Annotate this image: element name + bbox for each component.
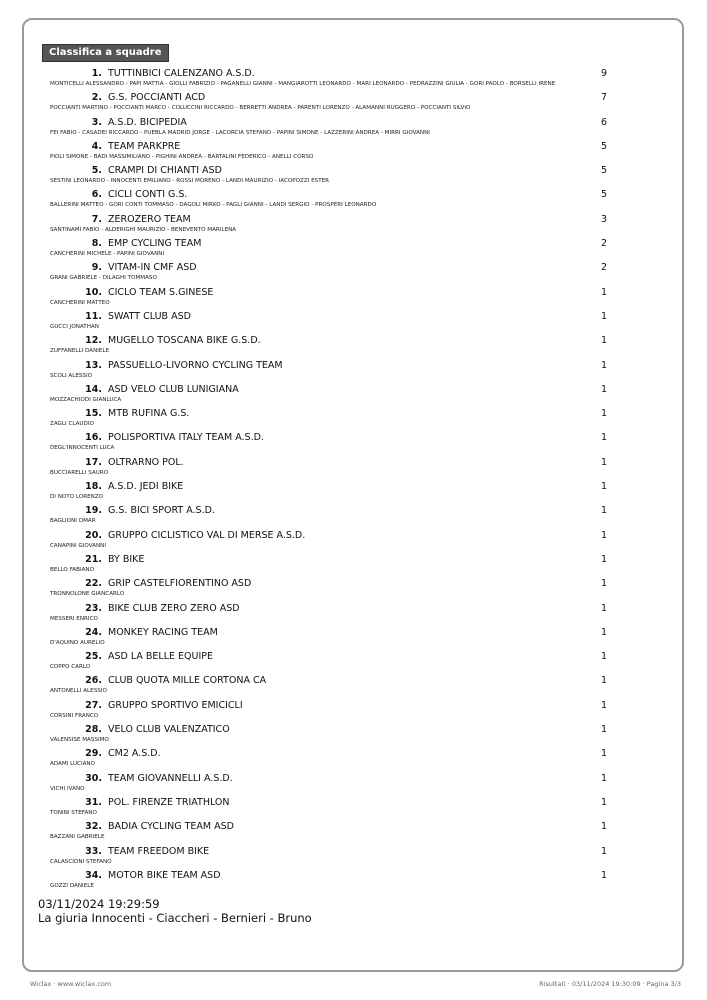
team-position: 30. xyxy=(85,772,102,784)
team-heading xyxy=(48,189,618,201)
team-row xyxy=(48,335,618,359)
team-members: POCCIANTI MARTINO - POCCIANTI MARCO - COLUCCINI RICCARDO - BERRETTI ANDREA - PARENTI LORENZO - ALAMANNI RUGGERO - POCCIANTI SILVIO xyxy=(50,105,471,112)
team-heading xyxy=(48,821,618,833)
section-title: Classifica a squadre xyxy=(42,44,169,62)
team-row xyxy=(48,700,618,724)
team-position: 17. xyxy=(85,456,102,468)
team-position: 25. xyxy=(85,651,102,663)
team-name: CICLO TEAM S.GINESE xyxy=(108,286,214,298)
team-points: 2 xyxy=(601,262,608,274)
team-row xyxy=(48,773,618,797)
team-members: DEGL'INNOCENTI LUCA xyxy=(50,445,115,452)
team-row xyxy=(48,165,618,189)
team-row xyxy=(48,457,618,481)
team-name: MOTOR BIKE TEAM ASD xyxy=(108,869,221,881)
team-row xyxy=(48,481,618,505)
team-row xyxy=(48,505,618,529)
team-points: 5 xyxy=(601,189,608,201)
team-position: 8. xyxy=(91,238,102,250)
team-points: 1 xyxy=(601,286,608,298)
team-members: D'AQUINO AURELIO xyxy=(50,639,105,646)
team-members: DI NOTO LORENZO xyxy=(50,494,104,501)
team-points: 1 xyxy=(601,553,608,565)
team-heading xyxy=(48,238,618,250)
team-points: 1 xyxy=(601,456,608,468)
team-name: A.S.D. JEDI BIKE xyxy=(108,481,184,493)
team-heading xyxy=(48,505,618,517)
team-name: TEAM FREEDOM BIKE xyxy=(108,845,210,857)
team-name: POL. FIRENZE TRIATHLON xyxy=(108,796,230,808)
team-row xyxy=(48,797,618,821)
team-position: 23. xyxy=(85,602,102,614)
team-members: ZUFFANELLI DANIELE xyxy=(50,348,110,355)
team-position: 33. xyxy=(85,845,102,857)
team-points: 1 xyxy=(601,675,608,687)
team-points: 1 xyxy=(601,505,608,517)
team-name: SWATT CLUB ASD xyxy=(108,310,191,322)
team-position: 34. xyxy=(85,869,102,881)
team-row xyxy=(48,384,618,408)
team-members: CORSINI FRANCO xyxy=(50,712,99,719)
team-heading xyxy=(48,846,618,858)
team-points: 1 xyxy=(601,626,608,638)
team-position: 22. xyxy=(85,578,102,590)
team-name: OLTRARNO POL. xyxy=(108,456,184,468)
team-points: 1 xyxy=(601,359,608,371)
team-row xyxy=(48,360,618,384)
team-heading xyxy=(48,311,618,323)
team-row xyxy=(48,68,618,92)
team-name: CLUB QUOTA MILLE CORTONA CA xyxy=(108,675,267,687)
team-position: 20. xyxy=(85,529,102,541)
team-heading xyxy=(48,675,618,687)
team-name: G.S. POCCIANTI ACD xyxy=(108,92,206,104)
team-heading xyxy=(48,724,618,736)
team-position: 9. xyxy=(91,262,102,274)
team-members: SANTINAMI FABIO - ALDERIGHI MAURIZIO - BENEVENTO MARILENA xyxy=(50,226,237,233)
team-points: 1 xyxy=(601,578,608,590)
team-name: GRUPPO CICLISTICO VAL DI MERSE A.S.D. xyxy=(108,529,306,541)
team-row xyxy=(48,603,618,627)
team-members: CANAPINI GIOVANNI xyxy=(50,542,106,549)
team-points: 5 xyxy=(601,165,608,177)
team-row xyxy=(48,651,618,675)
team-members: GRANI GABRIELE - DILAGHI TOMMASO xyxy=(50,275,157,282)
team-points: 1 xyxy=(601,845,608,857)
team-heading xyxy=(48,214,618,226)
team-heading xyxy=(48,554,618,566)
team-position: 32. xyxy=(85,821,102,833)
team-heading xyxy=(48,68,618,80)
team-members: ANTONELLI ALESSIO xyxy=(50,688,107,695)
team-row xyxy=(48,554,618,578)
team-members: CANCHERINI MATTEO xyxy=(50,299,110,306)
team-points: 1 xyxy=(601,335,608,347)
team-points: 2 xyxy=(601,238,608,250)
team-name: MONKEY RACING TEAM xyxy=(108,626,218,638)
team-heading xyxy=(48,432,618,444)
team-points: 1 xyxy=(601,529,608,541)
team-members: COPPO CARLO xyxy=(50,664,91,671)
team-row xyxy=(48,821,618,845)
team-name: ASD LA BELLE EQUIPE xyxy=(108,651,213,663)
team-name: BIKE CLUB ZERO ZERO ASD xyxy=(108,602,240,614)
team-name: MUGELLO TOSCANA BIKE G.S.D. xyxy=(108,335,261,347)
team-points: 1 xyxy=(601,748,608,760)
team-members: SESTINI LEONARDO - INNOCENTI EMILIANO - ROSSI MORENO - LANDI MAURIZIO - IACOPOZZI ESTER xyxy=(50,178,330,185)
team-heading xyxy=(48,603,618,615)
team-points: 7 xyxy=(601,92,608,104)
team-row xyxy=(48,238,618,262)
team-ranking-list xyxy=(48,68,618,894)
team-name: TEAM GIOVANNELLI A.S.D. xyxy=(108,772,233,784)
team-position: 28. xyxy=(85,724,102,736)
team-heading xyxy=(48,92,618,104)
team-members: SCOLI ALESSIO xyxy=(50,372,93,379)
team-points: 5 xyxy=(601,140,608,152)
team-heading xyxy=(48,384,618,396)
team-heading xyxy=(48,627,618,639)
team-points: 1 xyxy=(601,481,608,493)
team-position: 31. xyxy=(85,796,102,808)
team-position: 19. xyxy=(85,505,102,517)
team-position: 1. xyxy=(91,68,102,79)
team-heading xyxy=(48,457,618,469)
team-points: 1 xyxy=(601,383,608,395)
team-members: BUCCIARELLI SAURO xyxy=(50,469,109,476)
team-members: GUCCI JONATHAN xyxy=(50,323,99,330)
team-heading xyxy=(48,408,618,420)
team-points: 1 xyxy=(601,699,608,711)
team-members: BALLERINI MATTEO - GORI CONTI TOMMASO - DAGOLI MIRKO - PAGLI GIANNI - LANDI SERGIO - PROSPERI LEONARDO xyxy=(50,202,377,209)
results-timestamp: 03/11/2024 19:29:59 xyxy=(38,897,160,911)
team-row xyxy=(48,92,618,116)
team-position: 21. xyxy=(85,553,102,565)
team-points: 1 xyxy=(601,869,608,881)
team-points: 1 xyxy=(601,408,608,420)
team-members: FEI FABIO - CASADEI RICCARDO - PUEBLA MADRID JORGE - LACORCIA STEFANO - PAPINI SIMONE - LAZZERINI ANDREA - MIRRI GIOVANNI xyxy=(50,129,430,136)
team-position: 24. xyxy=(85,626,102,638)
team-heading xyxy=(48,748,618,760)
team-row xyxy=(48,262,618,286)
team-row xyxy=(48,627,618,651)
team-heading xyxy=(48,700,618,712)
team-points: 9 xyxy=(601,68,608,79)
team-name: ZEROZERO TEAM xyxy=(108,213,191,225)
team-heading xyxy=(48,578,618,590)
team-points: 1 xyxy=(601,602,608,614)
team-heading xyxy=(48,481,618,493)
team-name: GRIP CASTELFIORENTINO ASD xyxy=(108,578,252,590)
team-members: ZAGLI CLAUDIO xyxy=(50,421,94,428)
team-name: VITAM-IN CMF ASD xyxy=(108,262,197,274)
team-points: 3 xyxy=(601,213,608,225)
team-heading xyxy=(48,117,618,129)
team-name: BY BIKE xyxy=(108,553,145,565)
team-name: G.S. BICI SPORT A.S.D. xyxy=(108,505,215,517)
team-points: 1 xyxy=(601,432,608,444)
team-heading xyxy=(48,287,618,299)
team-members: BAGLIONI OMAR xyxy=(50,518,96,525)
team-name: CRAMPI DI CHIANTI ASD xyxy=(108,165,222,177)
team-heading xyxy=(48,360,618,372)
team-points: 1 xyxy=(601,310,608,322)
team-name: BADIA CYCLING TEAM ASD xyxy=(108,821,234,833)
team-row xyxy=(48,578,618,602)
team-name: POLISPORTIVA ITALY TEAM A.S.D. xyxy=(108,432,264,444)
team-position: 29. xyxy=(85,748,102,760)
team-row xyxy=(48,870,618,894)
team-members: BELLO FABIANO xyxy=(50,566,95,573)
team-name: MTB RUFINA G.S. xyxy=(108,408,190,420)
team-name: CM2 A.S.D. xyxy=(108,748,161,760)
footer-credit: Wiclax · www.wiclax.com xyxy=(30,980,112,988)
team-members: TONINI STEFANO xyxy=(50,809,97,816)
team-points: 1 xyxy=(601,724,608,736)
team-position: 5. xyxy=(91,165,102,177)
team-position: 10. xyxy=(85,286,102,298)
team-members: VALENSISE MASSIMO xyxy=(50,737,109,744)
team-points: 6 xyxy=(601,116,608,128)
footer-page-info: Risultati · 03/11/2024 19:30:09 · Pagina 3/3 xyxy=(539,980,681,988)
team-points: 1 xyxy=(601,796,608,808)
team-name: CICLI CONTI G.S. xyxy=(108,189,188,201)
team-row xyxy=(48,748,618,772)
team-row xyxy=(48,846,618,870)
team-row xyxy=(48,189,618,213)
team-position: 2. xyxy=(91,92,102,104)
team-row xyxy=(48,117,618,141)
team-row xyxy=(48,675,618,699)
team-row xyxy=(48,214,618,238)
team-heading xyxy=(48,165,618,177)
team-position: 27. xyxy=(85,699,102,711)
team-row xyxy=(48,141,618,165)
team-row xyxy=(48,408,618,432)
team-row xyxy=(48,530,618,554)
team-members: GOZZI DANIELE xyxy=(50,882,94,889)
team-heading xyxy=(48,870,618,882)
team-position: 15. xyxy=(85,408,102,420)
team-name: A.S.D. BICIPEDIA xyxy=(108,116,187,128)
team-members: PIOLI SIMONE - BADI MASSIMILIANO - PIGHINI ANDREA - BARTALINI FEDERICO - ANELLI CORSO xyxy=(50,153,314,160)
team-row xyxy=(48,724,618,748)
jury-line: La giuria Innocenti - Ciaccheri - Bernieri - Bruno xyxy=(38,911,312,925)
team-name: ASD VELO CLUB LUNIGIANA xyxy=(108,383,239,395)
team-points: 1 xyxy=(601,651,608,663)
team-row xyxy=(48,287,618,311)
team-heading xyxy=(48,651,618,663)
team-heading xyxy=(48,797,618,809)
team-members: MOZZACHIODI GIANLUCA xyxy=(50,396,122,403)
team-name: EMP CYCLING TEAM xyxy=(108,238,202,250)
team-members: ADAMI LUCIANO xyxy=(50,761,96,768)
team-position: 13. xyxy=(85,359,102,371)
team-position: 3. xyxy=(91,116,102,128)
team-members: CALASCIONI STEFANO xyxy=(50,858,112,865)
team-position: 7. xyxy=(91,213,102,225)
team-members: CANCHERINI MICHELE - PAPINI GIOVANNI xyxy=(50,251,165,258)
team-position: 16. xyxy=(85,432,102,444)
team-name: GRUPPO SPORTIVO EMICICLI xyxy=(108,699,243,711)
team-members: MESSERI ENRICO xyxy=(50,615,98,622)
team-members: BAZZANI GABRIELE xyxy=(50,834,105,841)
team-heading xyxy=(48,262,618,274)
team-heading xyxy=(48,773,618,785)
team-position: 12. xyxy=(85,335,102,347)
team-points: 1 xyxy=(601,821,608,833)
team-position: 14. xyxy=(85,383,102,395)
team-row xyxy=(48,432,618,456)
team-heading xyxy=(48,530,618,542)
team-members: VICHI IVANO xyxy=(50,785,85,792)
team-members: MONTICELLI ALESSANDRO - PAPI MATTIA - GIOLLI FABRIZIO - PAGANELLI GIANNI - MANGIAROTTI LEONARDO - MARI LEONARDO - PEDRAZZINI GIULIA - GORI PAOLO - BORSELLI IRENE xyxy=(50,81,556,87)
team-points: 1 xyxy=(601,772,608,784)
team-members: TRONNOLONE GIANCARLO xyxy=(50,591,125,598)
team-name: TEAM PARKPRE xyxy=(108,140,181,152)
team-name: TUTTINBICI CALENZANO A.S.D. xyxy=(108,68,255,79)
team-position: 6. xyxy=(91,189,102,201)
team-position: 18. xyxy=(85,481,102,493)
team-name: PASSUELLO-LIVORNO CYCLING TEAM xyxy=(108,359,283,371)
team-heading xyxy=(48,335,618,347)
team-heading xyxy=(48,141,618,153)
team-row xyxy=(48,311,618,335)
team-position: 4. xyxy=(91,140,102,152)
team-position: 26. xyxy=(85,675,102,687)
team-name: VELO CLUB VALENZATICO xyxy=(108,724,230,736)
team-position: 11. xyxy=(85,310,102,322)
